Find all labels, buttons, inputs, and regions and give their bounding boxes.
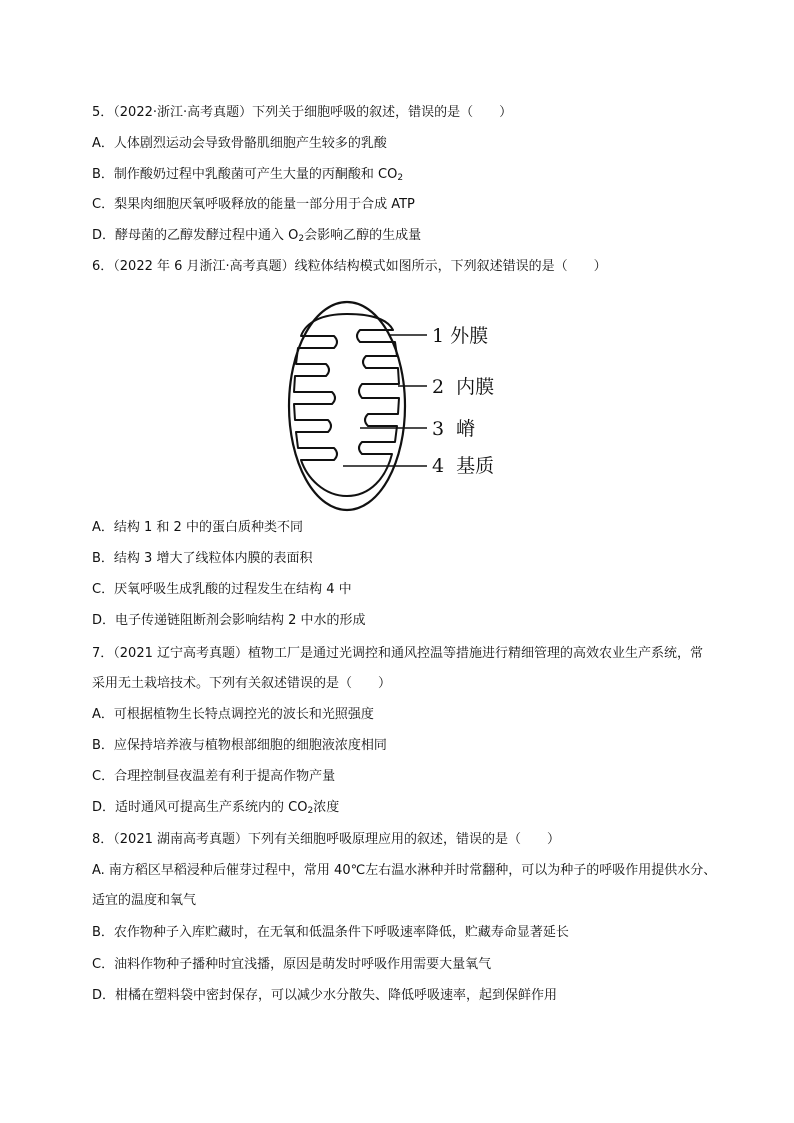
question-8-option-d: D．柑橘在塑料袋中密封保存，可以减少水分散失、降低呼吸速率，起到保鲜作用	[92, 988, 558, 1003]
question-8-option-b: B．农作物种子入库贮藏时，在无氧和低温条件下呼吸速率降低，贮藏寿命显著延长	[92, 925, 569, 940]
question-6-option-d: D．电子传递链阻断剂会影响结构 2 中水的形成	[92, 613, 366, 628]
question-6-option-c: C．厌氧呼吸生成乳酸的过程发生在结构 4 中	[92, 582, 352, 597]
question-7-option-b: B．应保持培养液与植物根部细胞的细胞液浓度相同	[92, 738, 387, 753]
figure-label-inner-membrane: 2 内膜	[432, 376, 495, 398]
inner-membrane	[294, 314, 399, 496]
question-8-option-a-line-1: A. 南方稻区早稻浸种后催芽过程中，常用 40℃左右温水淋种并时常翻种，可以为种子的呼吸作用提供水分、	[92, 863, 717, 878]
outer-membrane	[289, 302, 405, 510]
question-7-option-a: A．可根据植物生长特点调控光的波长和光照强度	[92, 707, 374, 722]
question-8-stem: 8．（2021 湖南高考真题）下列有关细胞呼吸原理应用的叙述，错误的是（ ）	[92, 832, 560, 847]
question-5-stem: 5．（2022·浙江·高考真题）下列关于细胞呼吸的叙述，错误的是（ ）	[92, 105, 513, 120]
figure-label-matrix: 4 基质	[432, 455, 495, 477]
question-7-stem-line-1: 7．（2021 辽宁高考真题）植物工厂是通过光调控和通风控温等措施进行精细管理的高效农业生产系统，常	[92, 646, 703, 661]
figure-label-crista: 3 嵴	[432, 418, 476, 440]
figure-label-outer-membrane: 1 外膜	[432, 325, 489, 347]
question-5-option-a: A．人体剧烈运动会导致骨骼肌细胞产生较多的乳酸	[92, 136, 387, 151]
question-7-option-d: D．适时通风可提高生产系统内的 $CO_2$浓度	[92, 800, 340, 816]
mitochondrion-figure	[0, 0, 794, 520]
question-7-stem-line-2: 采用无土栽培技术。下列有关叙述错误的是（ ）	[92, 676, 392, 691]
question-5-option-c: C．梨果肉细胞厌氧呼吸释放的能量一部分用于合成 ATP	[92, 197, 415, 212]
question-6-option-b: B．结构 3 增大了线粒体内膜的表面积	[92, 551, 313, 566]
question-6-option-a: A．结构 1 和 2 中的蛋白质种类不同	[92, 520, 303, 535]
question-5-option-b: B．制作酸奶过程中乳酸菌可产生大量的丙酮酸和 $CO_2$	[92, 167, 404, 183]
question-6-stem: 6．（2022 年 6 月浙江·高考真题）线粒体结构模式如图所示，下列叙述错误的是（ ）	[92, 259, 607, 274]
question-8-option-c: C．油料作物种子播种时宜浅播，原因是萌发时呼吸作用需要大量氧气	[92, 957, 492, 972]
question-5-option-d: D．酵母菌的乙醇发酵过程中通入 $O_2$会影响乙醇的生成量	[92, 228, 422, 244]
question-8-option-a-line-2: 适宜的温度和氧气	[92, 893, 197, 908]
question-7-option-c: C．合理控制昼夜温差有利于提高作物产量	[92, 769, 336, 784]
